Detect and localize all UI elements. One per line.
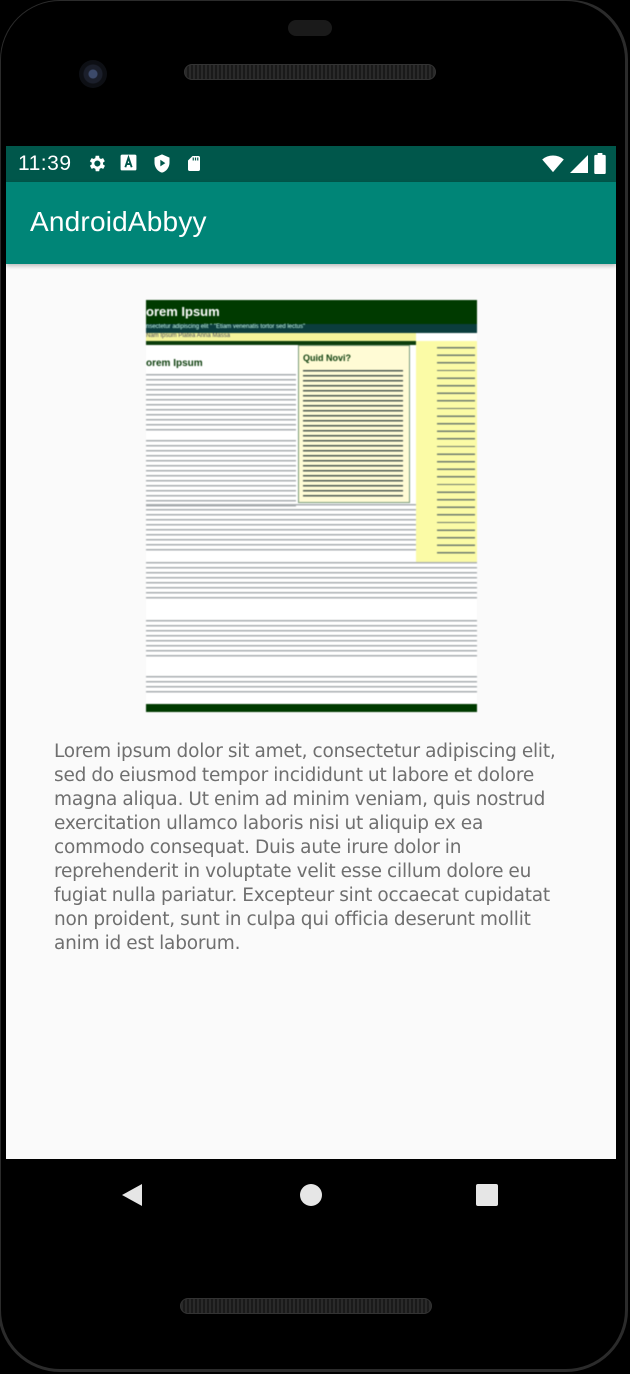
doc-paragraph-2 [146,440,296,510]
front-camera [79,60,107,88]
doc-subheader-band [146,324,477,333]
font-a-icon [119,153,140,174]
screen [6,146,616,1159]
signal-icon [570,155,588,178]
doc-sidebar-links [437,347,475,557]
doc-sidebar [416,341,477,562]
bottom-speaker [180,1298,432,1314]
doc-heading: orem Ipsum [146,358,203,369]
proximity-sensor [288,20,332,36]
recents-icon[interactable] [475,1183,499,1207]
doc-callout-text [303,370,403,498]
doc-callout-title: Quid Novi? [303,353,351,363]
doc-paragraph-4 [146,562,477,600]
app-bar [6,182,616,264]
status-bar [6,146,616,182]
doc-header-band [146,300,477,324]
doc-paragraph-3 [146,504,416,554]
battery-icon [594,153,606,179]
recognized-text: Lorem ipsum dolor sit amet, consectetur adipiscing elit, sed do eiusmod tempor incididunt ut labore et dolore magna aliqua. Ut enim ad minim veniam, quis nostrud exercitation ullamco laboris nisi ut aliquip ex ea commodo consequat. Duis aute irure dolor in reprehenderit in voluptate velit esse cillum dolore eu fugiat nulla pariatur. Excepteur sint occaecat cupidatat non proident, sunt in culpa qui officia deserunt mollit anim id est laborum. [54,741,556,954]
doc-footer-band [146,704,477,712]
doc-nav-band [146,333,416,341]
settings-gear-icon [86,153,107,174]
home-icon[interactable] [299,1183,323,1207]
doc-callout-box [298,345,410,503]
back-icon[interactable] [120,1183,144,1207]
document-image [146,300,477,712]
sd-card-icon [185,153,206,174]
wifi-icon [542,155,564,178]
status-icons-left [86,153,206,174]
status-icons-right [542,153,606,179]
doc-paragraph-6 [146,676,477,694]
doc-paragraph-5 [146,620,477,660]
doc-header-title: orem Ipsum [146,304,220,319]
doc-subheader-text: nsectetur adipiscing elit " "Etiam venenatis tortor sed lectus" [146,324,306,330]
doc-paragraph-1 [146,374,296,434]
doc-nav-text: Nam Ipsum Platea Anna Massa [146,333,231,339]
app-title: AndroidAbbyy [30,206,207,237]
navigation-bar [0,1159,630,1231]
earpiece-speaker [184,64,436,80]
status-time: 11:39 [18,152,72,175]
play-protect-icon [152,153,173,174]
